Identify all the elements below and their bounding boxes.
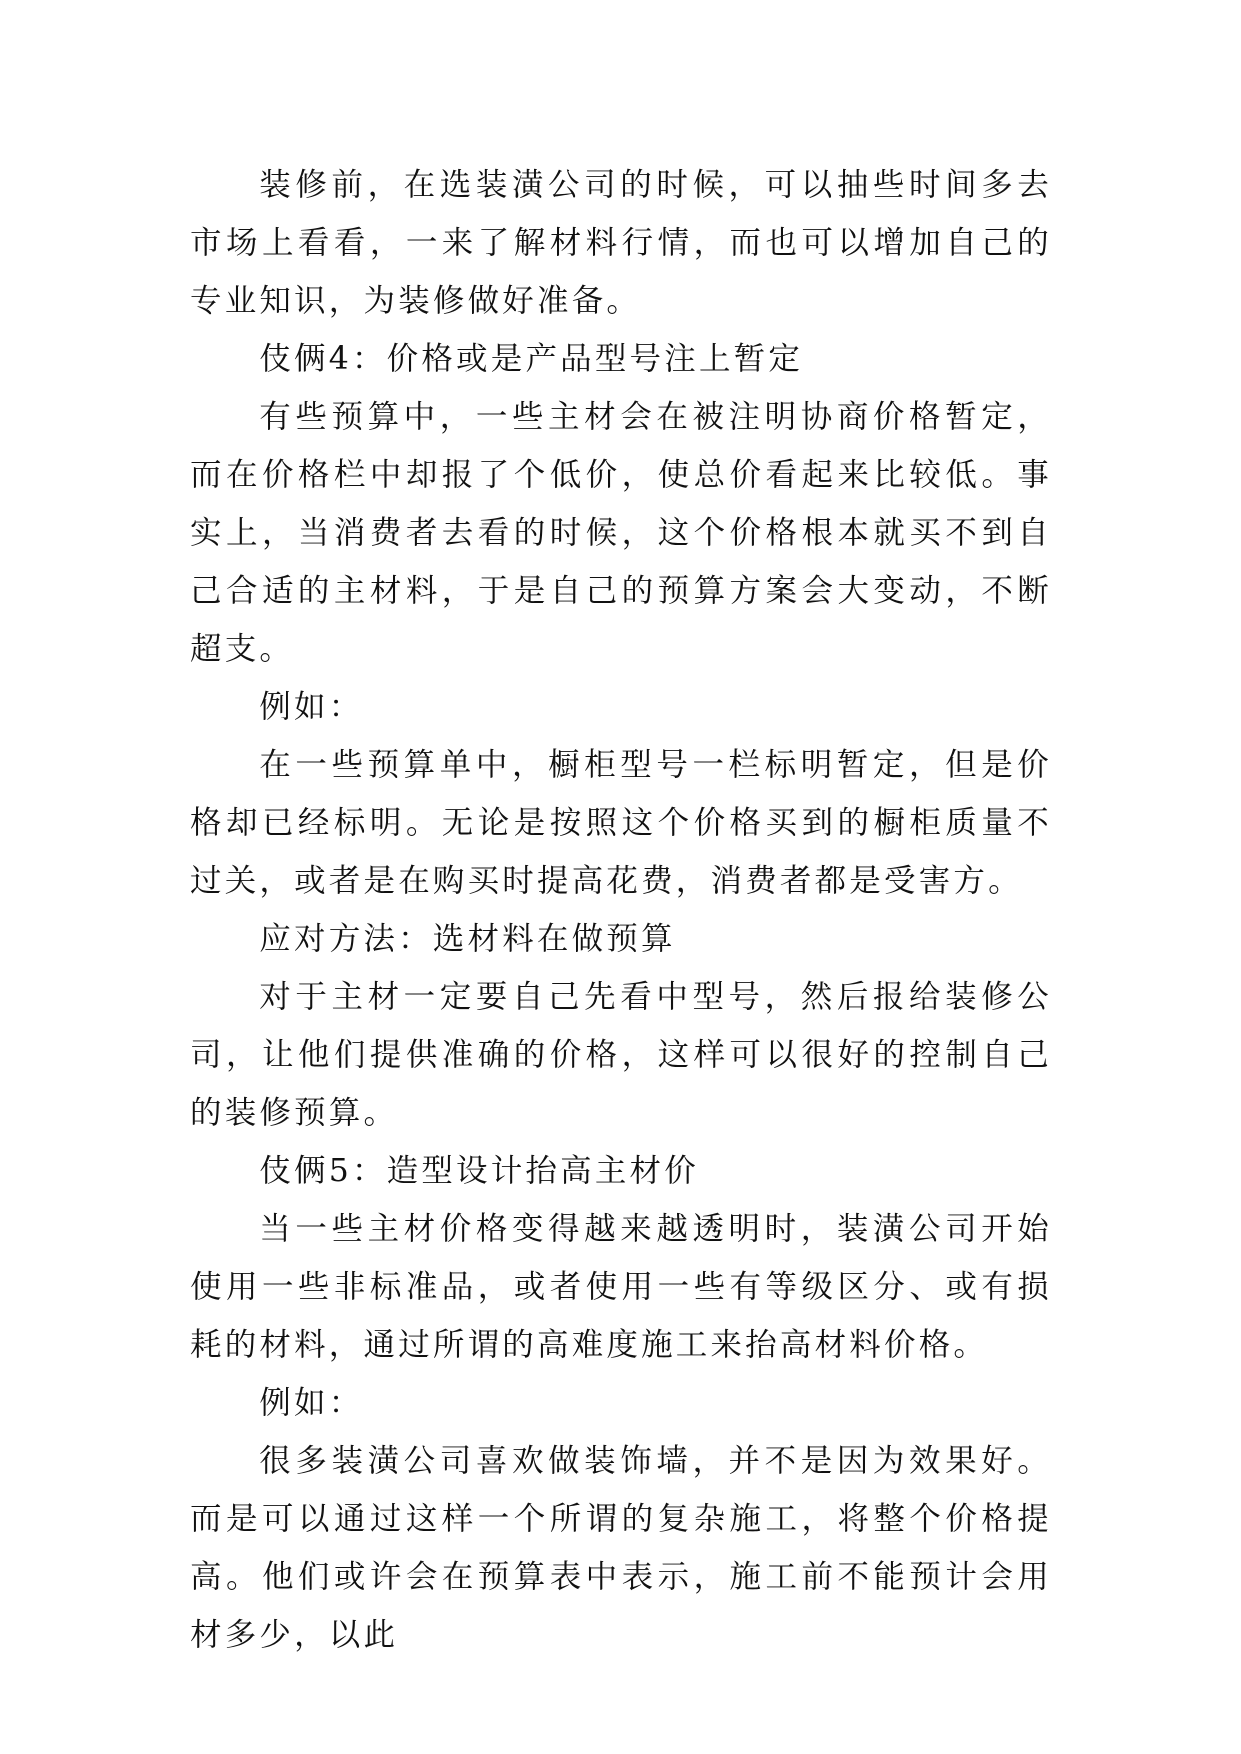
paragraph: 对于主材一定要自己先看中型号，然后报给装修公司，让他们提供准确的价格，这样可以很好的控制自己的装修预算。 (190, 979, 1052, 1131)
document-body (190, 156, 1052, 1664)
section-heading: 伎俩4：价格或是产品型号注上暂定 (259, 341, 804, 377)
paragraph: 在一些预算单中，橱柜型号一栏标明暂定，但是价格却已经标明。无论是按照这个价格买到的橱柜质量不过关，或者是在购买时提高花费，消费者都是受害方。 (190, 747, 1052, 899)
solution-heading: 应对方法：选材料在做预算 (259, 921, 676, 957)
example-label: 例如： (259, 689, 364, 725)
paragraph: 有些预算中，一些主材会在被注明协商价格暂定，而在价格栏中却报了个低价，使总价看起来比较低。事实上，当消费者去看的时候，这个价格根本就买不到自己合适的主材料，于是自己的预算方案会大变动，不断超支。 (190, 399, 1052, 667)
example-label: 例如： (259, 1385, 364, 1421)
section-heading: 伎俩5：造型设计抬高主材价 (259, 1153, 699, 1189)
paragraph: 当一些主材价格变得越来越透明时，装潢公司开始使用一些非标准品，或者使用一些有等级区分、或有损耗的材料，通过所谓的高难度施工来抬高材料价格。 (190, 1211, 1052, 1363)
paragraph: 装修前，在选装潢公司的时候，可以抽些时间多去市场上看看，一来了解材料行情，而也可以增加自己的专业知识，为装修做好准备。 (190, 167, 1052, 319)
paragraph: 很多装潢公司喜欢做装饰墙，并不是因为效果好。而是可以通过这样一个所谓的复杂施工，将整个价格提高。他们或许会在预算表中表示，施工前不能预计会用材多少，以此 (190, 1443, 1052, 1653)
